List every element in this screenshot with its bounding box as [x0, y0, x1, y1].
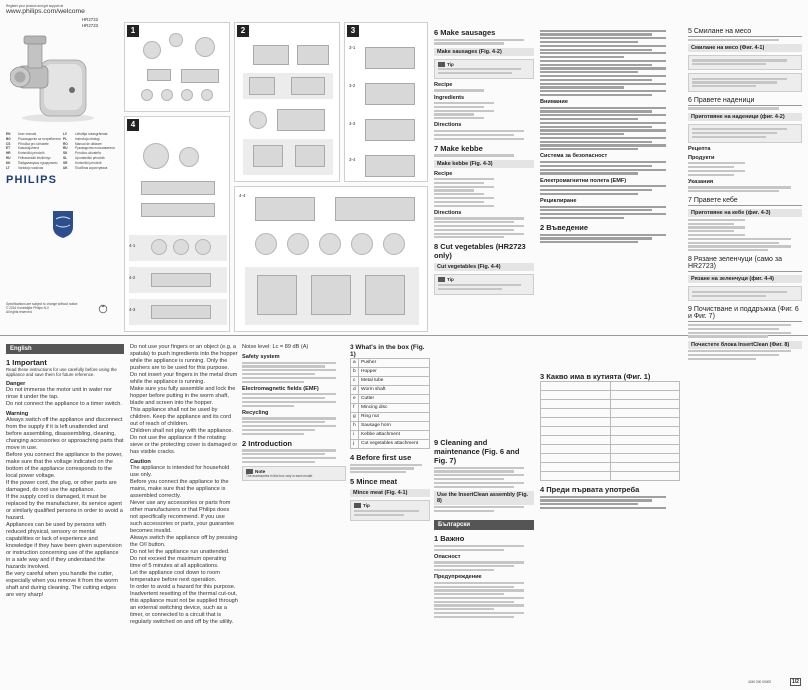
language-name: Lietotāja rokasgrāmata — [75, 132, 108, 136]
recycling-title: Recycling — [242, 409, 269, 416]
bg-section-make-kebbe-title: 7 Правете кебе — [688, 197, 802, 206]
english-column-3 — [242, 344, 346, 481]
language-entry — [6, 156, 63, 160]
language-name: Посібник користувача — [75, 165, 108, 170]
caution-item: Inadvertent resetting of the thermal cut-out, this appliance must not be supplied through an external switching device, such as a timer, or connected to a circuit that is regularly switched on and off by the utility. — [130, 591, 238, 625]
warning-item: This appliance shall not be used by children. Keep the appliance and its cord out of reach of children. — [130, 407, 232, 427]
language-code: ET — [6, 146, 11, 151]
ingredients-label: Ingredients — [434, 94, 465, 101]
warning-item: Do not use your fingers or an object (e.g. a spatula) to push ingredients into the hopper while the appliance is running. Only the pushers are to be used for this purpose. — [130, 344, 238, 371]
language-entry — [63, 161, 120, 165]
warning-item: Children shall not play with the appliance. — [130, 428, 233, 434]
box-item-row — [351, 422, 430, 431]
section-make-sausages-title: 6 Make sausages — [434, 28, 496, 37]
section-introduction-title: 2 Introduction — [242, 438, 292, 448]
box-item-name: Hopper — [359, 368, 430, 377]
figure-number: 3 — [347, 25, 359, 37]
box-item-key: i — [351, 431, 359, 440]
section-cut-vegetables-title: 8 Cut vegetables (HR2723 only) — [434, 242, 526, 261]
caution-item: Do not let the appliance run unattended. — [130, 549, 230, 555]
bg-section-cleaning-title: 9 Почистване и поддръжка (Фиг. 6 и Фиг. 7) — [688, 306, 802, 322]
spec-note-line-3: All rights reserved. — [6, 310, 33, 315]
language-code: LT — [6, 165, 10, 170]
brand-logo: PHILIPS — [6, 174, 58, 186]
warning-item: Make sure you fully assemble and lock the hopper before putting in the worm shaft, blade and screen into the hopper. — [130, 386, 236, 406]
english-column-2 — [130, 344, 238, 626]
language-code: SR — [63, 160, 68, 165]
language-entry — [6, 132, 63, 136]
section-important-title: 1 Important — [6, 358, 47, 367]
language-entry — [63, 146, 120, 150]
bg-directions-label: Указания — [688, 178, 714, 185]
language-entry — [6, 142, 63, 146]
language-entry — [6, 151, 63, 155]
section-whats-in-box-title: 3 What's in the box (Fig. 1) — [350, 344, 425, 358]
caution-item: The appliance is intended for household use only. — [130, 465, 230, 478]
box-item-row — [351, 368, 430, 377]
box-item-name: Pusher — [359, 359, 430, 368]
bg-safety-title: Система за безопасност — [540, 153, 608, 160]
box-item-key: f — [351, 404, 359, 413]
safety-system-title: Safety system — [242, 354, 280, 360]
box-item-key: b — [351, 368, 359, 377]
language-name: Príručka užívateľa — [75, 151, 101, 156]
bg-danger-title: Опасност — [434, 553, 461, 560]
box-item-key: a — [351, 359, 359, 368]
bg-make-sausages-fig-bar: Приготвяне на наденици (фиг. 4-2) — [688, 113, 802, 121]
figure-panel-2 — [234, 22, 340, 182]
box-item-name: Metal tube — [359, 377, 430, 386]
box-item-name: Kebbe attachment — [359, 431, 430, 440]
box-item-key: c — [351, 377, 359, 386]
caution-item: In order to avoid a hazard for this purpose. — [130, 584, 236, 590]
box-item-row — [351, 404, 430, 413]
english-column-1 — [6, 344, 124, 599]
bg-section-introduction-title: 2 Въведение — [540, 223, 589, 233]
warning-item: If the power cord, the plug, or other parts are damaged, do not use the appliance. — [6, 479, 117, 493]
warning-item: Do not use the appliance if the rotating sieve or the protecting cover is damaged or has visible cracks. — [130, 435, 238, 455]
bg-recycling-title: Рециклиране — [540, 197, 577, 204]
bg-insertclean-fig-bar: Почистете блока InsertClean (Фиг. 8) — [688, 341, 802, 349]
caution-item: Before you connect the appliance to the mains, make sure that the appliance is assembled correctly. — [130, 479, 229, 499]
language-list — [6, 132, 120, 170]
cut-vegetables-tip — [434, 274, 534, 294]
spec-note-line-1: Specifications are subject to change without notice — [6, 302, 78, 306]
tip-label: Tip — [363, 503, 370, 509]
language-name: Korisnički priručnik — [75, 160, 102, 165]
box-item-key: g — [351, 413, 359, 422]
box-item-row — [351, 377, 430, 386]
bg-box-contents-table — [540, 381, 680, 481]
language-code: HU — [6, 155, 11, 160]
bg-section-cut-vegetables-title: 8 Рязане зеленчуци (само за HR2723) — [688, 256, 802, 272]
warning-item: Appliances can be used by persons with reduced physical, sensory or mental capabilities or lack of experience and knowledge if they have been given supervision or instruction concerning use of the appliance in a safe way and if they understand the hazards involved. — [6, 521, 122, 570]
tip-label: Tip — [447, 277, 454, 283]
model-number-2: HR2723 — [82, 23, 99, 28]
section-cleaning-title: 9 Cleaning and maintenance (Fig. 6 and Fig. 7) — [434, 438, 520, 465]
language-name: Руководство пользователя — [75, 146, 115, 151]
danger-title: Danger — [6, 380, 26, 387]
language-entry — [6, 137, 63, 141]
spec-note-line-2: © 2016 Koninklijke Philips N.V. — [6, 306, 50, 311]
important-intro: Read these instructions for use carefully before using the appliance and save them for future reference. — [6, 367, 117, 378]
danger-item: Do not connect the appliance to a timer switch. — [6, 400, 122, 407]
warning-item: Be very careful when you handle the cutter, especially when you remove it from the worm shaft and during cleaning. The cutting edges are very sharp! — [6, 570, 118, 598]
language-code: CS — [6, 141, 11, 146]
box-item-key: e — [351, 395, 359, 404]
language-code: LV — [63, 132, 67, 136]
language-name: Felhasználói kézikönyv — [18, 155, 51, 160]
fig-label-4-3: 4-3 — [129, 307, 136, 312]
language-entry — [6, 161, 63, 165]
fig-label-3-1: 3-1 — [349, 45, 356, 50]
fig-label-4-2: 4-2 — [129, 275, 136, 280]
section-make-kebbe-title: 7 Make kebbe — [434, 143, 483, 153]
figure-panel-3 — [344, 22, 428, 182]
fold-mark — [0, 335, 808, 336]
bulgarian-column-2 — [540, 368, 680, 511]
make-kebbe-fig-bar: Make kebbe (Fig. 4-3) — [434, 160, 534, 168]
directions-label: Directions — [434, 209, 462, 216]
language-entry — [6, 146, 63, 150]
box-item-name: Cut vegetables attachment — [359, 440, 430, 449]
language-entry — [63, 156, 120, 160]
language-name: Ръководство за потребителя — [18, 136, 61, 141]
bg-section-whats-in-box-title: 3 Какво има в кутията (Фиг. 1) — [540, 372, 651, 381]
introduction-note — [242, 466, 346, 481]
bg-section-mince-meat-title: 5 Смилане на месо — [688, 28, 802, 37]
mince-meat-tip — [350, 500, 430, 520]
bg-make-kebbe-fig-bar: Приготвяне на кебе (фиг. 4-3) — [688, 209, 802, 217]
box-item-key: h — [351, 422, 359, 431]
box-item-row — [351, 395, 430, 404]
box-item-name: Mincing disc — [359, 404, 430, 413]
section-mince-meat-title: 5 Mince meat — [350, 477, 398, 487]
language-name: Korisnički priručnik — [18, 151, 45, 156]
figure-number: 4 — [127, 119, 139, 131]
note-label: Note — [255, 468, 266, 474]
recipe-label: Recipe — [434, 81, 453, 88]
language-name: Uporabniški priročnik — [75, 155, 105, 160]
bg-recipe-label: Рецепта — [688, 145, 711, 152]
language-entry — [63, 151, 120, 155]
figure-number: 1 — [127, 25, 139, 37]
english-column-6 — [434, 438, 534, 620]
language-code: EN — [6, 132, 11, 136]
tip-icon — [438, 62, 445, 67]
language-code: RU — [63, 146, 68, 151]
mince-meat-fig-bar: Mince meat (Fig. 4-1) — [350, 489, 430, 497]
english-language-bar: English — [6, 344, 124, 354]
language-code: SK — [63, 151, 68, 156]
introduction-note-text: The accessories in this box vary in each model. — [246, 473, 313, 478]
language-name: Příručka pro uživatele — [18, 141, 49, 146]
box-item-name: Cutter — [359, 395, 430, 404]
philips-shield-icon — [51, 209, 75, 239]
bg-caution-title: Внимание — [540, 99, 568, 106]
bg-emf-title: Електромагнитни полета (EMF) — [540, 177, 627, 184]
insertclean-fig-bar: Use the InsertClean assembly (Fig. 8) — [434, 491, 534, 505]
language-name: Kasutusjuhend — [18, 146, 40, 151]
language-entry — [63, 137, 120, 141]
caution-item: Do not exceed the maximum operating time of 5 minutes at all applications. — [130, 556, 227, 569]
bulgarian-column-3 — [688, 28, 802, 362]
language-entry — [63, 166, 120, 170]
box-item-name: Ring nut — [359, 413, 430, 422]
caution-item: Let the appliance cool down to room temperature before next operation. — [130, 570, 220, 583]
language-code: UK — [63, 165, 68, 170]
section-before-first-use-title: 4 Before first use — [350, 453, 412, 462]
language-code: PL — [63, 136, 68, 141]
warning-item: Do not insert your fingers in the metal drum while the appliance is running. — [130, 372, 238, 385]
box-item-row — [351, 431, 430, 440]
language-code: SL — [63, 155, 68, 160]
model-number-1: HR2722 — [82, 17, 99, 22]
caution-item: Never use any accessories or parts from other manufacturers or that Philips does not specifically recommend. If you use such accessories or parts, your guarantee becomes invalid. — [130, 500, 235, 534]
sausages-tip — [434, 59, 534, 79]
language-name: User manual — [18, 132, 37, 136]
fig-label-3-3: 3-3 — [349, 121, 356, 126]
language-entry — [63, 142, 120, 146]
make-sausages-fig-bar: Make sausages (Fig. 4-2) — [434, 48, 534, 56]
bulgarian-column-1 — [540, 28, 680, 245]
language-code: KK — [6, 160, 11, 165]
document-code: 4240 000 00000 — [748, 680, 772, 684]
caution-item: Always switch the appliance off by pressing the O/I button. — [130, 535, 238, 548]
fig-label-3-4: 3-4 — [349, 157, 356, 162]
language-name: Vartotojo vadovas — [18, 165, 44, 170]
figure-number: 2 — [237, 25, 249, 37]
figure-panel-4 — [124, 116, 230, 332]
philips-url[interactable]: www.philips.com/welcome — [6, 8, 85, 16]
fig-label-4-1: 4-1 — [129, 243, 136, 248]
bg-mince-meat-fig-bar: Смилане на месо (Фиг. 4-1) — [688, 44, 802, 52]
box-item-name: Worm shaft — [359, 386, 430, 395]
box-item-row — [351, 440, 430, 449]
meat-mincer-product-image — [10, 32, 100, 124]
box-item-name: Sausage horn — [359, 422, 430, 431]
warning-item: Always switch off the appliance and disconnect from the supply if it is left unattended and before assembling, disassembling, cleaning, changing accessories or approaching parts that move in use. — [6, 416, 124, 451]
fig-label-3-2: 3-2 — [349, 83, 356, 88]
warning-item: If the supply cord is damaged, it must be replaced by the manufacturer, its service agent or similarly qualified persons in order to avoid a hazard. — [6, 493, 123, 521]
language-entry — [6, 166, 63, 170]
bg-warning-title: Предупреждение — [434, 574, 482, 581]
box-item-row — [351, 386, 430, 395]
box-item-key: j — [351, 440, 359, 449]
bulgarian-language-bar: Български — [434, 520, 534, 530]
figure-panel-1 — [124, 22, 230, 112]
emf-title: Electromagnetic fields (EMF) — [242, 385, 319, 392]
danger-item: Do not immerse the motor unit in water nor rinse it under the tap. — [6, 386, 113, 400]
language-code: BG — [6, 136, 11, 141]
bg-section-important-title: 1 Важно — [434, 534, 465, 544]
language-name: Пайдаланушы нұсқаулығы — [18, 160, 58, 165]
box-item-row — [351, 413, 430, 422]
tip-icon — [438, 277, 445, 282]
cover-column — [6, 4, 120, 334]
english-column-5 — [434, 28, 534, 295]
bg-section-before-first-use-title: 4 Преди първата употреба — [540, 485, 640, 494]
language-name: Instrukcja obsługi — [75, 136, 100, 141]
language-code: HR — [6, 151, 11, 156]
page-number: 1/2 — [792, 679, 799, 685]
warning-title: Warning — [6, 410, 29, 417]
language-code: RO — [63, 141, 68, 146]
bg-section-make-sausages-title: 6 Правете наденици — [688, 97, 802, 106]
cut-vegetables-fig-bar: Cut vegetables (Fig. 4-4) — [434, 263, 534, 271]
warning-item: Before you connect the appliance to the power, make sure that the voltage indicated on the bottom of the appliance corresponds to the local power voltage. — [6, 451, 123, 479]
language-entry — [63, 132, 120, 136]
caution-title: Caution — [130, 459, 151, 465]
noise-level: Noise level: Lc = 89 dB (A) — [242, 344, 309, 350]
registration-line: Register your product and get support at — [6, 4, 64, 8]
box-contents-table — [350, 358, 430, 449]
recipe-label: Recipe — [434, 170, 453, 177]
bg-ingredients-label: Продукти — [688, 154, 715, 161]
box-item-row — [351, 359, 430, 368]
recycle-icon — [98, 304, 108, 314]
box-item-key: d — [351, 386, 359, 395]
figure-panel-5 — [234, 186, 428, 332]
fig-label-4-4: 4-4 — [239, 193, 246, 198]
directions-label: Directions — [434, 122, 462, 129]
language-name: Manual de utilizare — [75, 141, 102, 146]
bg-cut-vegetables-fig-bar: Рязане на зеленчуци (фиг. 4-4) — [688, 275, 802, 283]
tip-icon — [354, 503, 361, 508]
tip-label: Tip — [447, 61, 454, 67]
english-column-4 — [350, 344, 430, 521]
